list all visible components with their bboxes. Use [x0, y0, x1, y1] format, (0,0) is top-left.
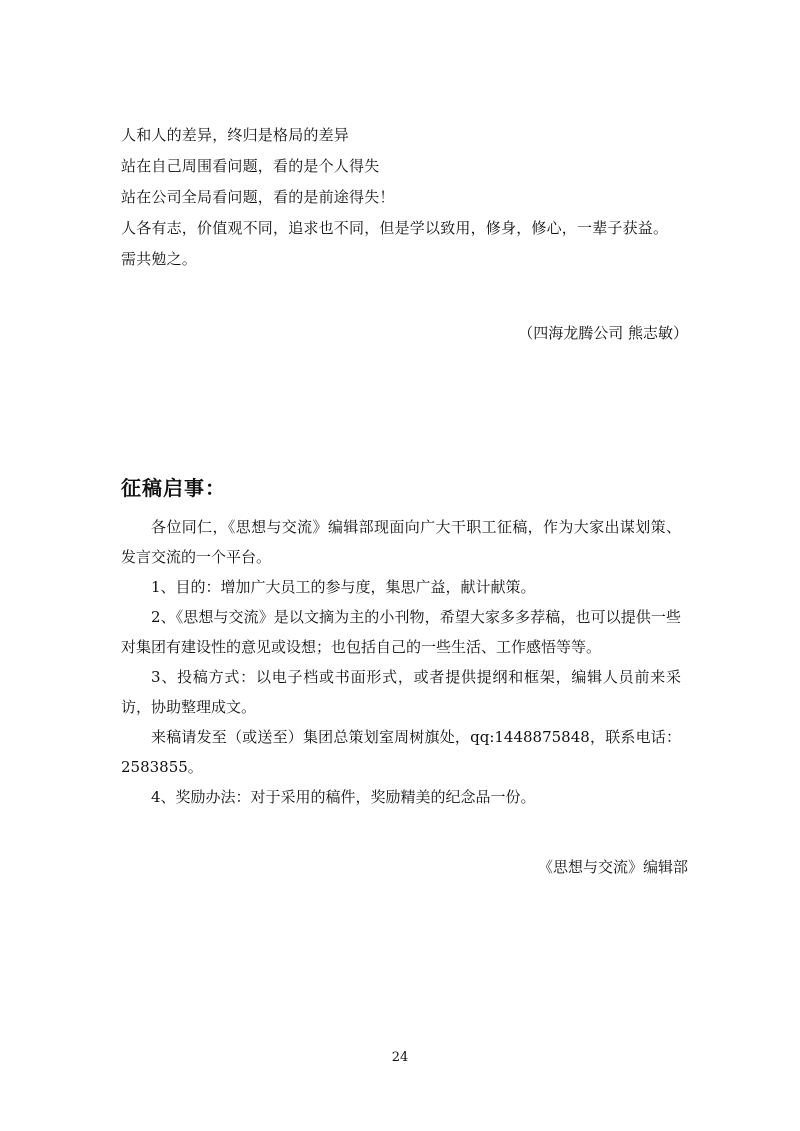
verse-line: 人和人的差异，终归是格局的差异 — [121, 126, 350, 144]
verse-line: 需共勉之。 — [121, 250, 198, 268]
verse-line: 人各有志，价值观不同，追求也不同，但是学以致用，修身，修心，一辈子获益。 — [121, 219, 669, 237]
author-signature: （四海龙腾公司 熊志敏） — [518, 324, 688, 342]
verse-line: 站在公司全局看问题，看的是前途得失！ — [121, 188, 395, 206]
page-number: 24 — [391, 1050, 409, 1065]
notice-paragraph: 4、奖励办法：对于采用的稿件，奖励精美的纪念品一份。 — [151, 788, 536, 806]
verse-line: 站在自己周围看问题，看的是个人得失 — [121, 157, 380, 175]
notice-paragraph: 来稿请发至（或送至）集团总策划室周树旗处，qq:1448875848，联系电话：2583855。 — [121, 728, 681, 776]
verse-block — [121, 128, 691, 283]
notice-paragraph: 2、《思想与交流》是以文摘为主的小刊物，希望大家多多荐稿，也可以提供一些对集团有建设性的意见或设想；也包括自己的一些生活、工作感悟等等。 — [121, 608, 681, 656]
notice-title: 征稿启事： — [121, 476, 226, 500]
notice-body — [121, 512, 681, 812]
notice-paragraph: 各位同仁，《思想与交流》编辑部现面向广大干职工征稿，作为大家出谋划策、发言交流的一个平台。 — [121, 518, 681, 566]
notice-paragraph: 3、投稿方式：以电子档或书面形式，或者提供提纲和框架，编辑人员前来采访，协助整理成文。 — [121, 668, 681, 716]
notice-paragraph: 1、目的：增加广大员工的参与度，集思广益，献计献策。 — [151, 578, 536, 596]
editor-signature: 《思想与交流》编辑部 — [537, 858, 688, 876]
